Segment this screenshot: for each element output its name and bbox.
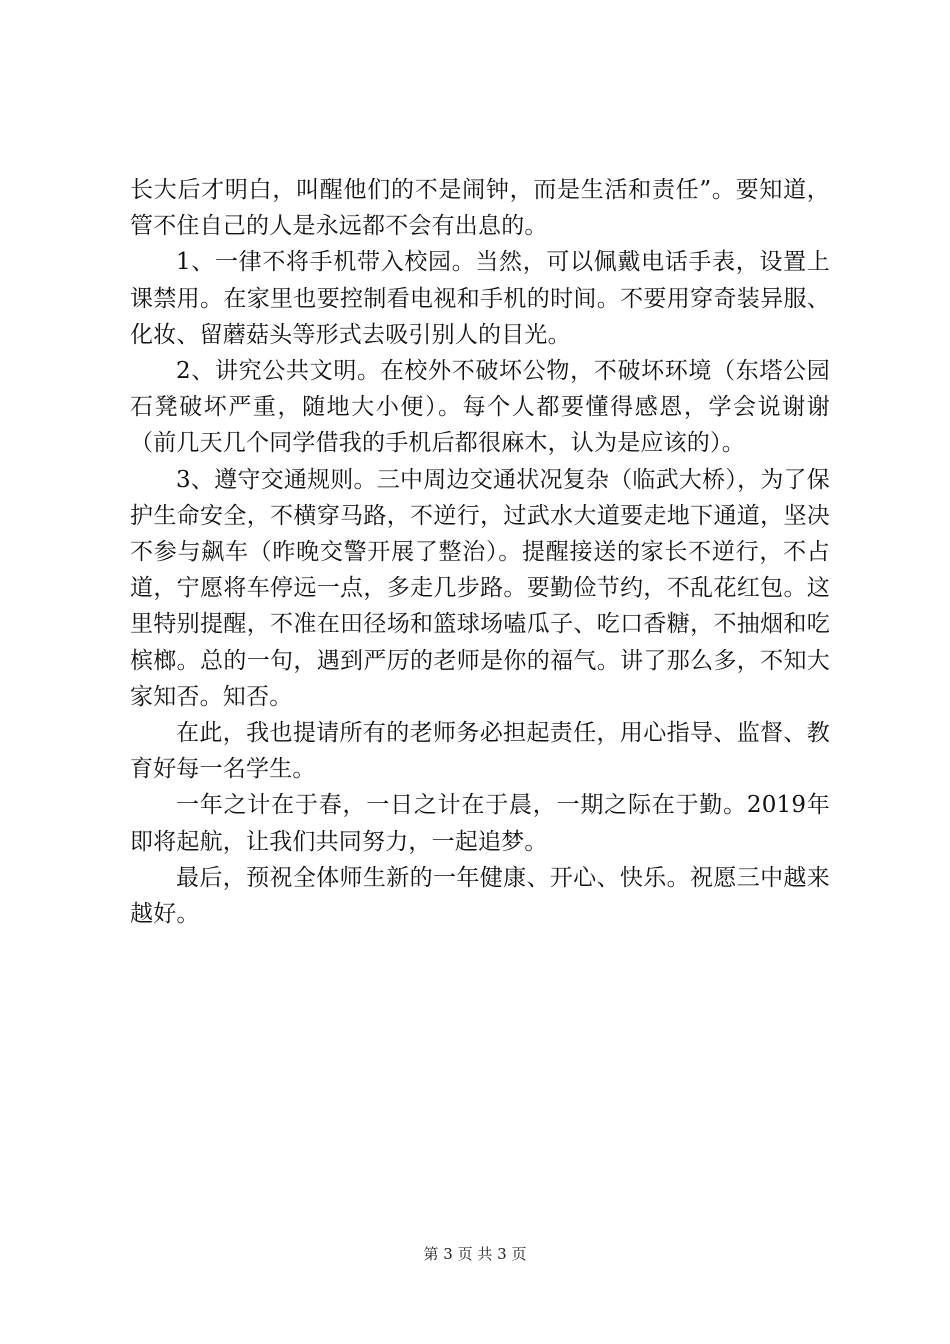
paragraph-rule-1-phones: 1、一律不将手机带入校园。当然，可以佩戴电话手表，设置上课禁用。在家里也要控制看电视和手机的时间。不要用穿奇装异服、化妆、留蘑菇头等形式去吸引别人的目光。 bbox=[130, 249, 830, 348]
document-body bbox=[130, 172, 830, 932]
page-footer bbox=[0, 1244, 950, 1264]
paragraph-rule-3-traffic: 3、遵守交通规则。三中周边交通状况复杂（临武大桥），为了保护生命安全，不横穿马路，不逆行，过武水大道要走地下通道，坚决不参与飙车（昨晚交警开展了整治）。提醒接送的家长不逆行，不占道，宁愿将车停远一点，多走几步路。要勤俭节约，不乱花红包。这里特别提醒，不准在田径场和篮球场嗑瓜子、吃口香糖，不抽烟和吃槟榔。总的一句，遇到严厉的老师是你的福气。讲了那么多，不知大家知否。知否。 bbox=[130, 466, 830, 710]
paragraph-rule-2-civility: 2、讲究公共文明。在校外不破坏公物，不破坏环境（东塔公园石凳破坏严重，随地大小便）。每个人都要懂得感恩，学会说谢谢（前几天几个同学借我的手机后都很麻木，认为是应该的）。 bbox=[130, 358, 830, 457]
paragraph-new-year: 一年之计在于春，一日之计在于晨，一期之际在于勤。2019年即将起航，让我们共同努力，一起追梦。 bbox=[130, 792, 830, 855]
paragraph-teachers: 在此，我也提请所有的老师务必担起责任，用心指导、监督、教育好每一名学生。 bbox=[130, 720, 830, 783]
paragraph-closing: 最后，预祝全体师生新的一年健康、开心、快乐。祝愿三中越来越好。 bbox=[130, 864, 830, 928]
page-number-label: 第 3 页 共 3 页 bbox=[423, 1245, 527, 1263]
paragraph-continuation: 长大后才明白，叫醒他们的不是闹钟，而是生活和责任”。要知道，管不住自己的人是永远都不会有出息的。 bbox=[130, 177, 830, 240]
